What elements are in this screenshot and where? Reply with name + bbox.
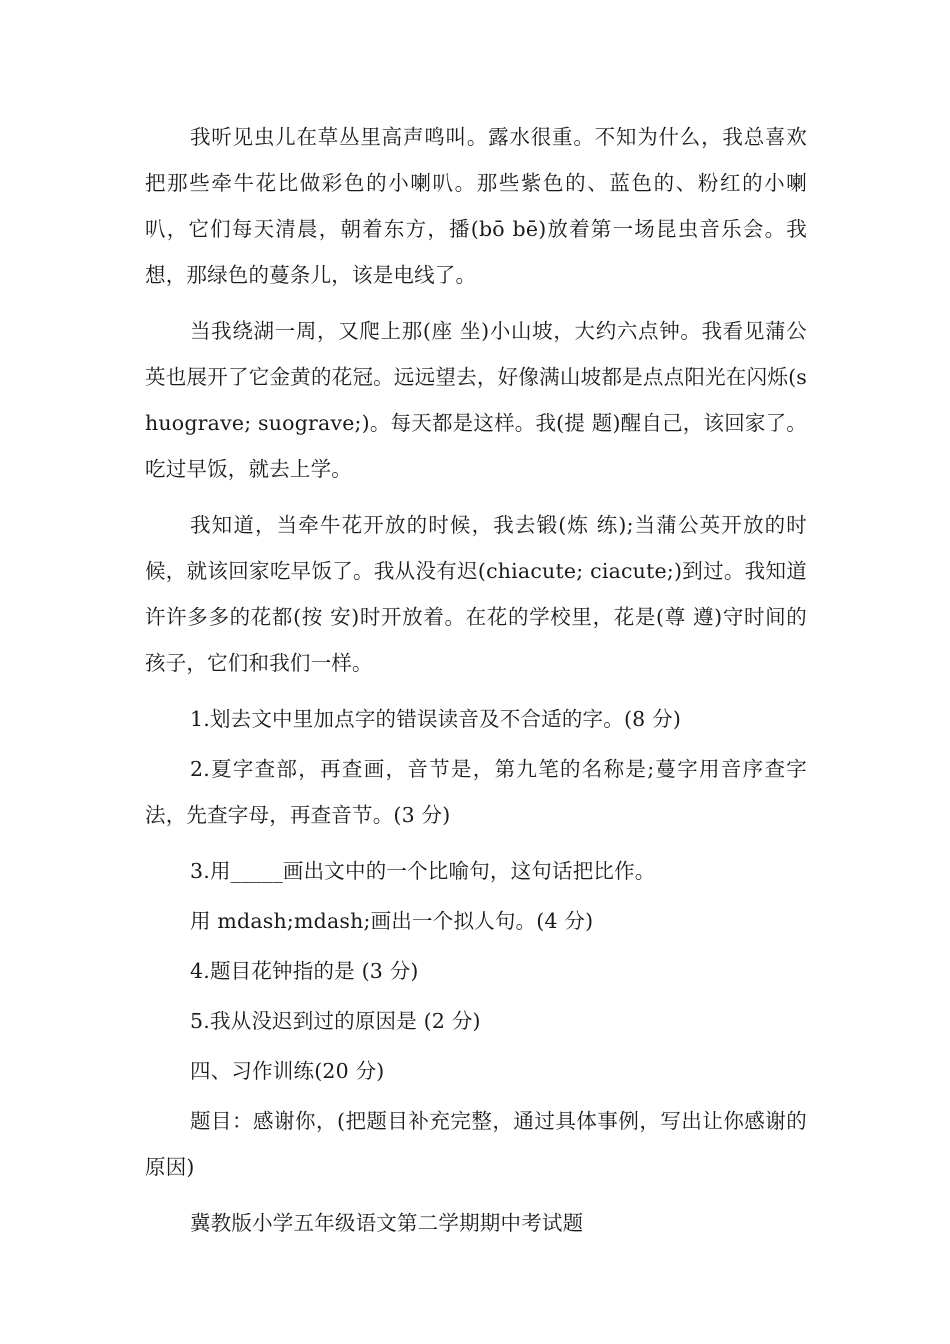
paragraph-dandelion: 当我绕湖一周，又爬上那(座 坐)小山坡，大约六点钟。我看见蒲公英也展开了它金黄的花冠。远远望去，好像满山坡都是点点阳光在闪烁(shuograve; suograve;)。每天都是这样。我(提 题)醒自己，该回家了。吃过早饭，就去上学。 [145, 319, 807, 481]
writing-prompt: 题目：感谢你，(把题目补充完整，通过具体事例，写出让你感谢的原因) [145, 1109, 807, 1179]
question-3-part-2: 用 mdash;mdash;画出一个拟人句。(4 分) [190, 909, 594, 933]
question-1: 1.划去文中里加点字的错误读音及不合适的字。(8 分) [190, 707, 682, 731]
question-5: 5.我从没迟到过的原因是 (2 分) [190, 1009, 481, 1033]
document-body [145, 114, 807, 1250]
paragraph-flower-school: 我知道，当牵牛花开放的时候，我去锻(炼 练);当蒲公英开放的时候，就该回家吃早饭了。我从没有迟(chiacute; ciacute;)到过。我知道许许多多的花都(按 安)时开放着。在花的学校里，花是(尊 遵)守时间的孩子，它们和我们一样。 [145, 513, 807, 675]
exam-title: 冀教版小学五年级语文第二学期期中考试题 [190, 1211, 584, 1235]
paragraph-morning-glory: 我听见虫儿在草丛里高声鸣叫。露水很重。不知为什么，我总喜欢把那些牵牛花比做彩色的小喇叭。那些紫色的、蓝色的、粉红的小喇叭，它们每天清晨，朝着东方，播(bō bē)放着第一场昆虫音乐会。我想，那绿色的蔓条儿，该是电线了。 [145, 125, 807, 287]
section-heading-writing: 四、习作训练(20 分) [190, 1059, 385, 1083]
question-2: 2.夏字查部，再查画，音节是，第九笔的名称是;蔓字用音序查字法，先查字母，再查音节。(3 分) [145, 757, 807, 827]
question-4: 4.题目花钟指的是 (3 分) [190, 959, 419, 983]
question-3: 3.用_____画出文中的一个比喻句，这句话把比作。 [190, 859, 656, 883]
